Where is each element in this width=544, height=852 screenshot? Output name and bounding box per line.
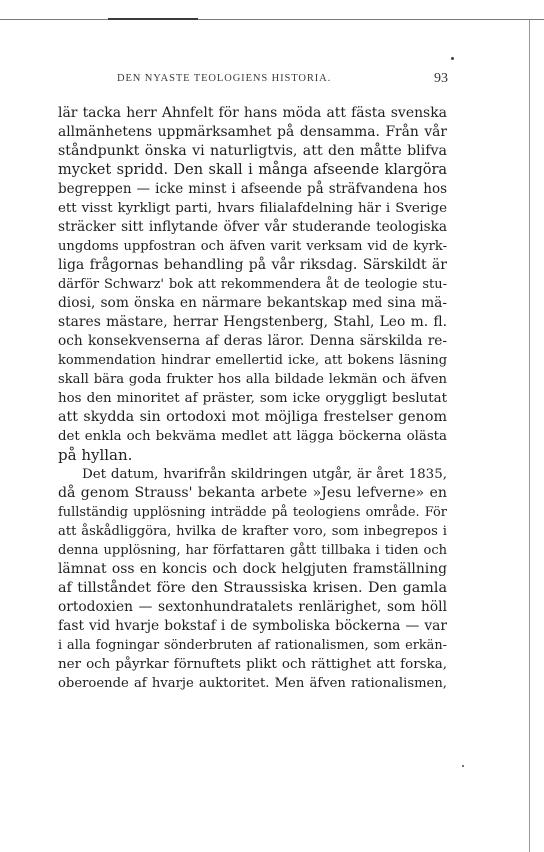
body-text xyxy=(58,104,447,693)
text-line: liga frågornas behandling på vår riksdag. Särskildt är xyxy=(58,257,447,273)
text-line: fullständig upplösning inträdde på teologiens område. För xyxy=(58,505,447,520)
page-number: 93 xyxy=(434,71,448,86)
text-line: ett visst kyrkligt parti, hvars filialafdelning här i Sverige xyxy=(58,201,447,216)
text-line: lär tacka herr Ahnfelt för hans möda att fästa svenska xyxy=(58,105,447,121)
text-line: hos den minoritet af präster, som icke oryggligt beslutat xyxy=(58,391,447,406)
text-line: ståndpunkt önska vi naturligtvis, att den måtte blifva xyxy=(58,143,447,159)
text-line: på hyllan. xyxy=(58,446,133,464)
text-line: och konsekvenserna af deras läror. Denna särskilda re- xyxy=(58,333,447,349)
text-line: ner och påyrkar förnuftets plikt och rättighet att forska, xyxy=(58,657,447,672)
text-line: sträcker sitt inflytande öfver vår studerande teologiska xyxy=(58,219,447,235)
text-line: lämnat oss en koncis och dock helgjuten framställning xyxy=(58,561,447,577)
text-line: af tillståndet före den Straussiska krisen. Den gamla xyxy=(58,580,447,596)
text-line: stares mästare, herrar Hengstenberg, Stahl, Leo m. fl. xyxy=(58,314,447,330)
text-line: att skydda sin ortodoxi mot möjliga frestelser genom xyxy=(58,409,447,425)
text-line: Det datum, hvarifrån skildringen utgår, är året 1835, xyxy=(82,467,447,482)
text-line: kommendation hindrar emellertid icke, att bokens läsning xyxy=(58,353,447,368)
text-line: då genom Strauss' bekanta arbete »Jesu lefverne» en xyxy=(58,485,447,501)
text-line: fast vid hvarje bokstaf i de symboliska böckerna — var xyxy=(58,618,447,634)
text-line: begreppen — icke minst i afseende på sträfvandena hos xyxy=(58,181,447,197)
text-line: skall bära goda frukter hos alla bildade lekmän och äfven xyxy=(58,372,447,387)
top-edge-rule-mark xyxy=(108,18,198,20)
right-edge-rule xyxy=(529,20,530,852)
text-line: allmänhetens uppmärksamhet på densamma. Från vår xyxy=(58,124,447,140)
text-line: oberoende af hvarje auktoritet. Men äfven rationalismen, xyxy=(58,676,447,691)
text-line: därför Schwarz' bok att rekommendera åt de teologie stu- xyxy=(58,277,447,292)
ink-speck xyxy=(462,765,464,767)
ink-speck xyxy=(451,57,454,60)
text-line: ortodoxien — sextonhundratalets renlärighet, som höll xyxy=(58,599,447,615)
text-line: att åskådliggöra, hvilka de krafter voro, som inbegrepos i xyxy=(58,524,447,539)
running-head: DEN NYASTE TEOLOGIENS HISTORIA. xyxy=(117,73,332,84)
text-line: diosi, som önska en närmare bekantskap med sina mä- xyxy=(58,295,447,311)
top-edge-rule xyxy=(0,19,544,20)
text-line: i alla fogningar sönderbruten af rationalismen, som erkän- xyxy=(58,638,447,653)
text-line: mycket spridd. Den skall i många afseende klargöra xyxy=(58,162,447,178)
text-line: det enkla och bekväma medlet att lägga böckerna olästa xyxy=(58,429,447,444)
text-line: ungdoms uppfostran och äfven varit verksam vid de kyrk- xyxy=(58,239,447,254)
text-line: denna upplösning, har författaren gått tillbaka i tiden och xyxy=(58,543,447,558)
